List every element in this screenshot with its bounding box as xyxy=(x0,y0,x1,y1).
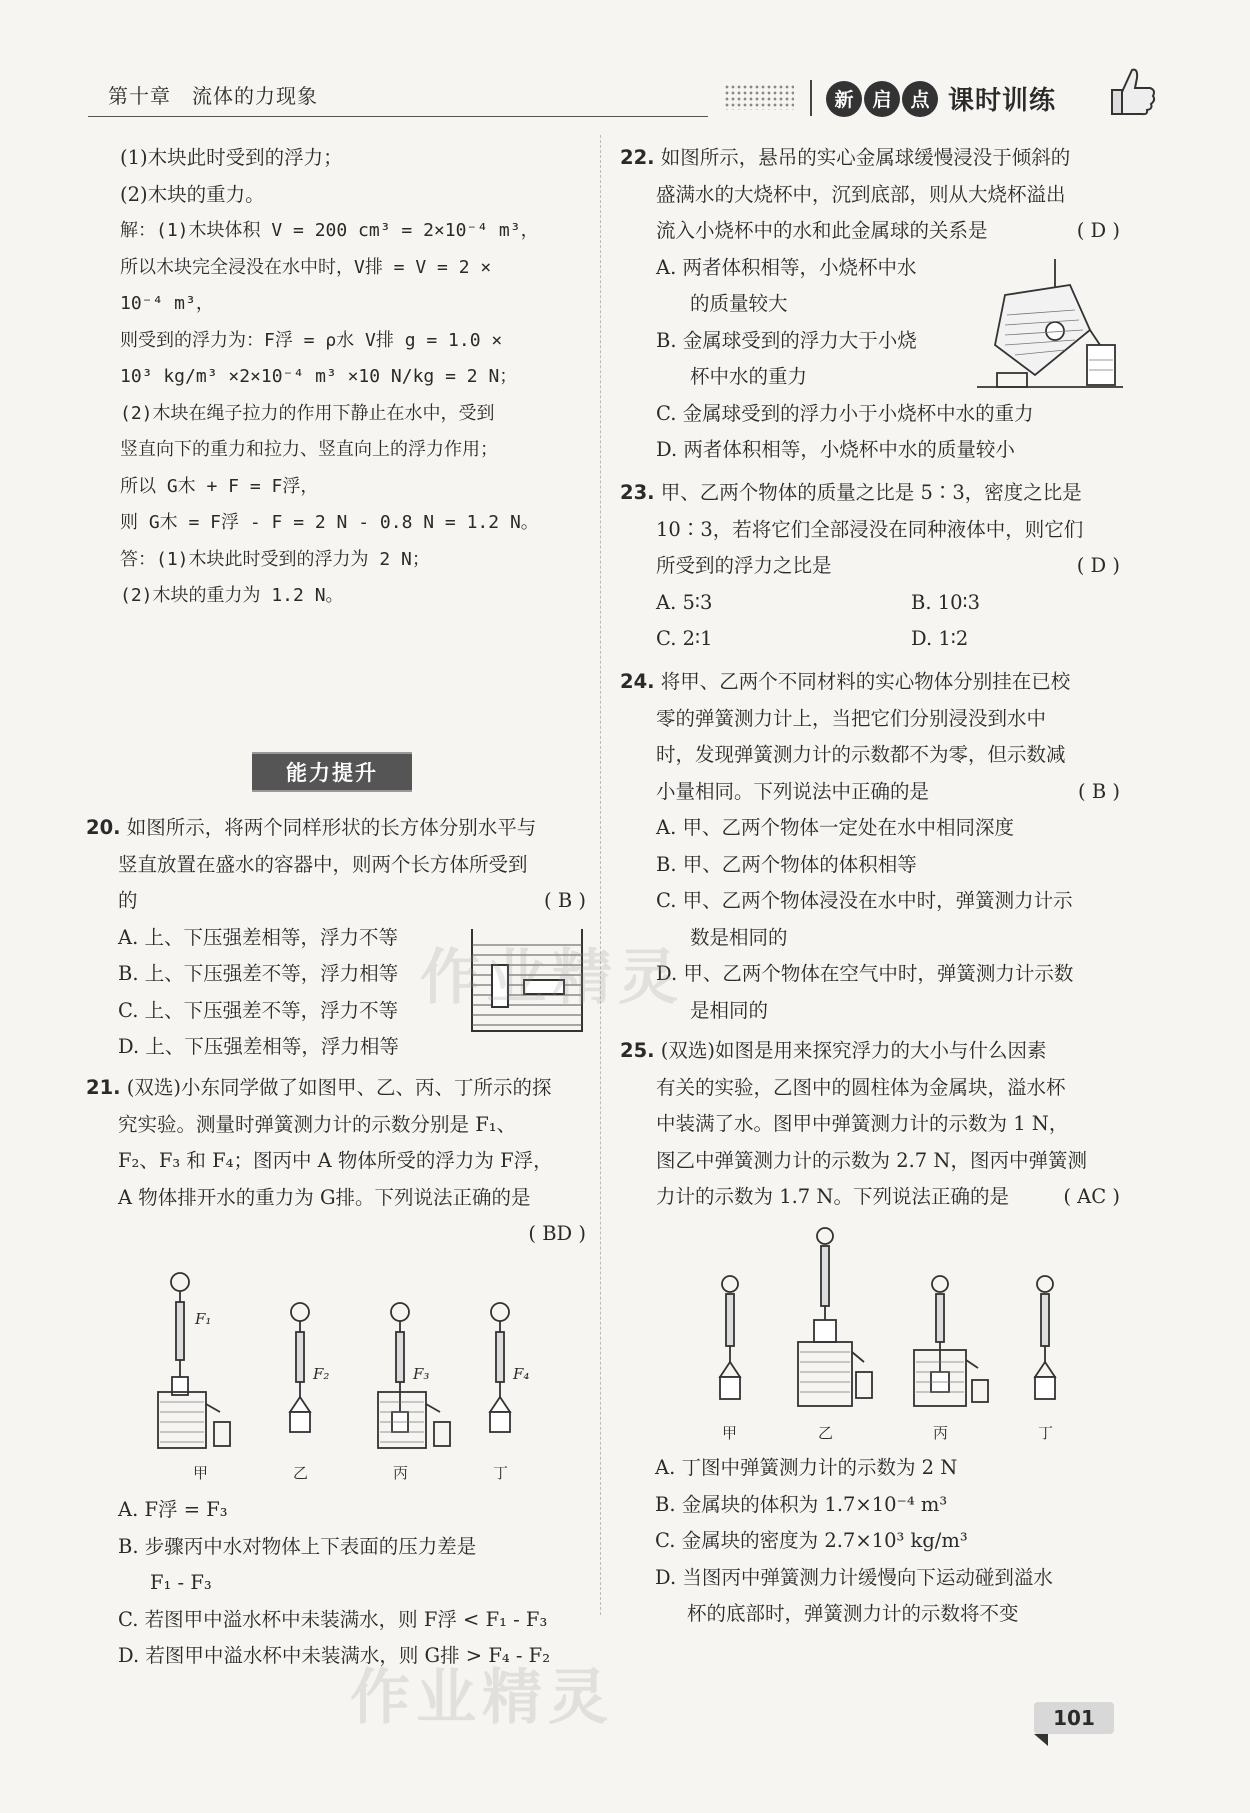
option: 数是相同的 xyxy=(690,925,788,949)
question-text: 如图所示，将两个同样形状的长方体分别水平与 xyxy=(126,816,537,839)
left-column xyxy=(120,140,590,615)
header-divider xyxy=(810,80,812,116)
question-text: 时，发现弹簧测力计的示数都不为零，但示数减 xyxy=(656,743,1066,766)
question-text: 零的弹簧测力计上，当把它们分别浸没到水中 xyxy=(656,706,1047,730)
question-number: 22. xyxy=(620,146,655,169)
option: B. 10∶3 xyxy=(911,590,981,614)
option: 杯中水的重力 xyxy=(690,365,808,388)
question-25-options xyxy=(655,1450,1135,1633)
solution-line: (2)木块在绳子拉力的作用下静止在水中，受到 xyxy=(120,402,495,424)
section-badge: 能力提升 xyxy=(252,752,412,792)
option: 是相同的 xyxy=(690,998,769,1022)
question-text: 竖直放置在盛水的容器中，则两个长方体所受到 xyxy=(118,852,528,876)
q22-beaker-figure xyxy=(975,255,1125,399)
answer: ( D ) xyxy=(1076,554,1120,577)
option: A. 上、下压强差相等，浮力不等 xyxy=(118,925,398,949)
question-text: 究实验。测量时弹簧测力计的示数分别是 F₁、 xyxy=(118,1112,517,1136)
solution-line: (2)木块的重力为 1.2 N。 xyxy=(120,585,344,606)
force-label: F₂ xyxy=(313,1365,330,1383)
option: D. 当图丙中弹簧测力计缓慢向下运动碰到溢水 xyxy=(655,1565,1053,1589)
figure-label: 丁 xyxy=(493,1464,509,1482)
option: 杯的底部时，弹簧测力计的示数将不变 xyxy=(687,1602,1019,1625)
question-number: 24. xyxy=(620,670,655,693)
question-text: 图乙中弹簧测力计的示数为 2.7 N，图丙中弹簧测 xyxy=(656,1148,1087,1172)
question-number: 25. xyxy=(620,1039,655,1062)
logo-char: 点 xyxy=(902,81,938,117)
question-text: 力计的示数为 1.7 N。下列说法正确的是 xyxy=(656,1185,1009,1208)
answer: ( B ) xyxy=(544,889,586,912)
figure-label: 甲 xyxy=(193,1464,209,1482)
solution-line: 解：(1)木块体积 V = 200 cm³ = 2×10⁻⁴ m³， xyxy=(120,220,539,241)
question-number: 21. xyxy=(86,1076,121,1099)
figure-label: 丙 xyxy=(933,1424,949,1442)
watermark: 作业精灵 xyxy=(420,943,684,1013)
thumbs-up-icon xyxy=(1100,60,1160,124)
question-text: 所受到的浮力之比是 xyxy=(656,554,832,577)
option: A. F浮 = F₃ xyxy=(118,1498,228,1521)
brand-logo xyxy=(826,80,1056,117)
option: C. 金属球受到的浮力小于小烧杯中水的重力 xyxy=(656,401,1034,425)
question-text: 10∶3，若将它们全部浸没在同种液体中，则它们 xyxy=(656,517,1084,541)
option: A. 两者体积相等，小烧杯中水 xyxy=(656,255,917,279)
option: C. 甲、乙两个物体浸没在水中时，弹簧测力计示 xyxy=(656,889,1073,912)
figure-label: 丙 xyxy=(393,1464,409,1482)
solution-line: 10⁻⁴ m³， xyxy=(120,293,214,314)
solution-line: 10³ kg/m³ ×2×10⁻⁴ m³ ×10 N/kg = 2 N； xyxy=(120,366,518,387)
option: C. 金属块的密度为 2.7×10³ kg/m³ xyxy=(655,1529,968,1552)
answer: ( D ) xyxy=(1076,219,1120,242)
q21-experiment-figure xyxy=(150,1262,550,1496)
question-text: (双选)如图是用来探究浮力的大小与什么因素 xyxy=(660,1039,1047,1062)
option: D. 若图甲中溢水杯中未装满水，则 G排 > F₄ - F₂ xyxy=(118,1644,551,1667)
text-line: (2)木块的重力。 xyxy=(120,182,265,206)
question-21 xyxy=(86,1070,586,1253)
logo-char: 启 xyxy=(864,81,900,117)
solution-line: 答：(1)木块此时受到的浮力为 2 N； xyxy=(120,548,430,570)
question-number: 20. xyxy=(86,816,121,839)
header-rule xyxy=(88,116,708,117)
option: F₁ - F₃ xyxy=(150,1571,212,1594)
answer: ( AC ) xyxy=(1063,1185,1120,1208)
question-24 xyxy=(620,664,1120,1029)
solution-line: 所以木块完全浸没在水中时，V排 = V = 2 × xyxy=(120,256,492,278)
solution-line: 所以 G木 + F = F浮， xyxy=(120,475,319,497)
question-21-options xyxy=(118,1492,598,1675)
question-text: 中装满了水。图甲中弹簧测力计的示数为 1 N， xyxy=(656,1112,1069,1135)
option: B. 甲、乙两个物体的体积相等 xyxy=(656,852,917,876)
option: A. 5∶3 xyxy=(656,590,713,614)
question-text: 流入小烧杯中的水和此金属球的关系是 xyxy=(656,219,988,242)
watermark: 作业精灵 xyxy=(350,1663,614,1733)
question-text: A 物体排开水的重力为 G排。下列说法正确的是 xyxy=(118,1185,531,1209)
answer: ( B ) xyxy=(1078,779,1120,803)
option: D. 甲、乙两个物体在空气中时，弹簧测力计示数 xyxy=(656,962,1074,985)
column-divider xyxy=(600,135,601,1615)
option: B. 步骤丙中水对物体上下表面的压力差是 xyxy=(118,1534,477,1558)
solution-line: 则受到的浮力为：F浮 = ρ水 V排 g = 1.0 × xyxy=(120,329,503,351)
option: B. 金属球受到的浮力大于小烧 xyxy=(656,328,917,352)
option: 的质量较大 xyxy=(690,292,788,315)
figure-label: 乙 xyxy=(818,1424,834,1442)
figure-label: 乙 xyxy=(293,1464,309,1482)
answer: ( BD ) xyxy=(528,1222,586,1245)
question-23 xyxy=(620,475,1120,658)
question-text: (双选)小东同学做了如图甲、乙、丙、丁所示的探 xyxy=(126,1076,552,1099)
page-corner-marker xyxy=(1034,1734,1048,1746)
force-label: F₁ xyxy=(195,1310,212,1328)
option: C. 2∶1 xyxy=(656,627,713,650)
header-dots xyxy=(724,84,794,110)
question-text: F₂、F₃ 和 F₄；图丙中 A 物体所受的浮力为 F浮， xyxy=(118,1149,553,1172)
force-label: F₃ xyxy=(413,1365,430,1383)
chapter-title: 第十章 流体的力现象 xyxy=(108,84,318,108)
figure-label: 甲 xyxy=(722,1424,738,1442)
option: C. 若图甲中溢水杯中未装满水，则 F浮 < F₁ - F₃ xyxy=(118,1607,548,1631)
solution-line: 则 G木 = F浮 - F = 2 N - 0.8 N = 1.2 N。 xyxy=(120,512,539,533)
question-text: 有关的实验，乙图中的圆柱体为金属块，溢水杯 xyxy=(656,1075,1066,1099)
option: A. 丁图中弹簧测力计的示数为 2 N xyxy=(655,1456,958,1479)
solution-line: 竖直向下的重力和拉力、竖直向上的浮力作用； xyxy=(120,439,498,460)
question-text: 如图所示，悬吊的实心金属球缓慢浸没于倾斜的 xyxy=(660,146,1071,169)
option: C. 上、下压强差不等，浮力不等 xyxy=(118,998,399,1022)
question-text: 的 xyxy=(118,889,138,912)
force-label: F₄ xyxy=(513,1365,530,1383)
option: D. 两者体积相等，小烧杯中水的质量较小 xyxy=(656,438,1015,461)
question-text: 甲、乙两个物体的质量之比是 5∶3，密度之比是 xyxy=(660,481,1082,504)
logo-char: 新 xyxy=(826,81,862,117)
question-text: 盛满水的大烧杯中，沉到底部，则从大烧杯溢出 xyxy=(656,182,1066,206)
question-text: 小量相同。下列说法中正确的是 xyxy=(656,779,930,803)
page-number: 101 xyxy=(1034,1702,1114,1734)
text-line: (1)木块此时受到的浮力； xyxy=(120,146,343,169)
option: B. 上、下压强差不等，浮力相等 xyxy=(118,962,399,985)
question-number: 23. xyxy=(620,481,655,504)
q25-experiment-figure xyxy=(700,1222,1080,1426)
option: A. 甲、乙两个物体一定处在水中相同深度 xyxy=(656,816,1014,839)
brand-title: 课时训练 xyxy=(948,86,1057,116)
option: B. 金属块的体积为 1.7×10⁻⁴ m³ xyxy=(655,1492,948,1516)
question-text: 将甲、乙两个不同材料的实心物体分别挂在已校 xyxy=(660,670,1071,693)
question-25 xyxy=(620,1033,1120,1216)
option: D. 1∶2 xyxy=(911,627,969,650)
option: D. 上、下压强差相等，浮力相等 xyxy=(118,1035,399,1058)
figure-label: 丁 xyxy=(1038,1424,1054,1442)
